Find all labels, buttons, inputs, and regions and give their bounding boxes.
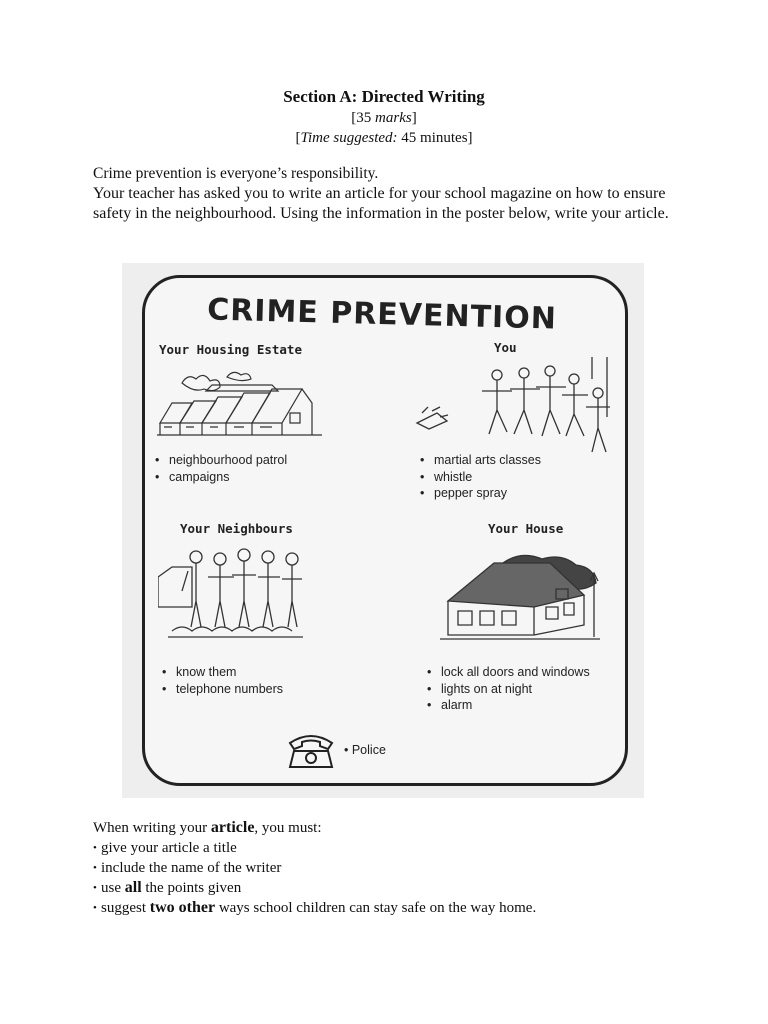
house-points [427,664,590,714]
martial-arts-illustration [412,353,617,465]
housing-estate-heading: Your Housing Estate [159,342,302,357]
neighbours-illustration [158,547,308,643]
point-martial-arts: • martial arts classes [420,452,541,469]
req-4-em: two other [149,899,216,916]
req-3-em: all [124,879,142,896]
telephone-icon [286,731,336,771]
point-lights-on: • lights on at night [427,681,590,698]
req-3-pre: use [101,880,125,896]
time-open: [ [295,130,301,146]
marks-line [0,108,768,128]
housing-estate-points [155,452,287,485]
marks-open: [35 [351,110,376,126]
point-alarm: • alarm [427,697,590,714]
req-3-post: the points given [141,880,242,896]
task-description: Your teacher has asked you to write an article for your school magazine on how to ensure safety in the neighbourhood. Using the information in the poster below, write your article. [93,185,669,222]
req-text-2: include the name of the writer [101,860,282,876]
time-close: ] [467,130,473,146]
point-neighbourhood-patrol: • neighbourhood patrol [155,452,287,469]
requirements-intro [93,818,713,838]
point-whistle: • whistle [420,469,541,486]
point-campaigns: • campaigns [155,469,287,486]
crime-prevention-poster [122,263,644,798]
you-heading: You [494,340,517,355]
requirement-all-points [93,878,713,898]
point-know-them: • know them [162,664,283,681]
intro-post: , you must: [254,820,322,836]
point-lock-doors: • lock all doors and windows [427,664,590,681]
house-heading: Your House [488,521,564,536]
intro-pre: When writing your [93,820,211,836]
neighbours-points [162,664,283,697]
point-pepper-spray: • pepper spray [420,485,541,502]
poster-title: CRIME PREVENTION [206,292,558,337]
time-line [0,128,768,148]
tagline: Crime prevention is everyone’s responsibility. [93,165,379,182]
neighbours-heading: Your Neighbours [180,521,293,536]
intro-emphasis: article [210,819,255,836]
requirements-list [93,838,713,918]
writing-requirements [93,818,713,918]
req-4-post: ways school children can stay safe on the way home. [215,900,537,916]
requirement-title [93,838,713,858]
marks-word: marks [375,110,412,126]
marks-close: ] [411,110,417,126]
req-text-1: give your article a title [101,840,237,856]
req-4-pre: suggest [101,900,150,916]
you-points [420,452,541,502]
housing-estate-illustration [152,363,327,443]
house-illustration [438,545,603,645]
requirement-two-other-ways [93,898,713,918]
police-label: • Police [344,743,386,757]
time-value: 45 minutes [397,130,468,146]
instructions [93,164,693,224]
point-telephone-numbers: • telephone numbers [162,681,283,698]
time-label: Time suggested: [300,130,398,146]
exam-header [0,86,768,148]
requirement-writer-name [93,858,713,878]
section-title: Section A: Directed Writing [283,87,485,106]
